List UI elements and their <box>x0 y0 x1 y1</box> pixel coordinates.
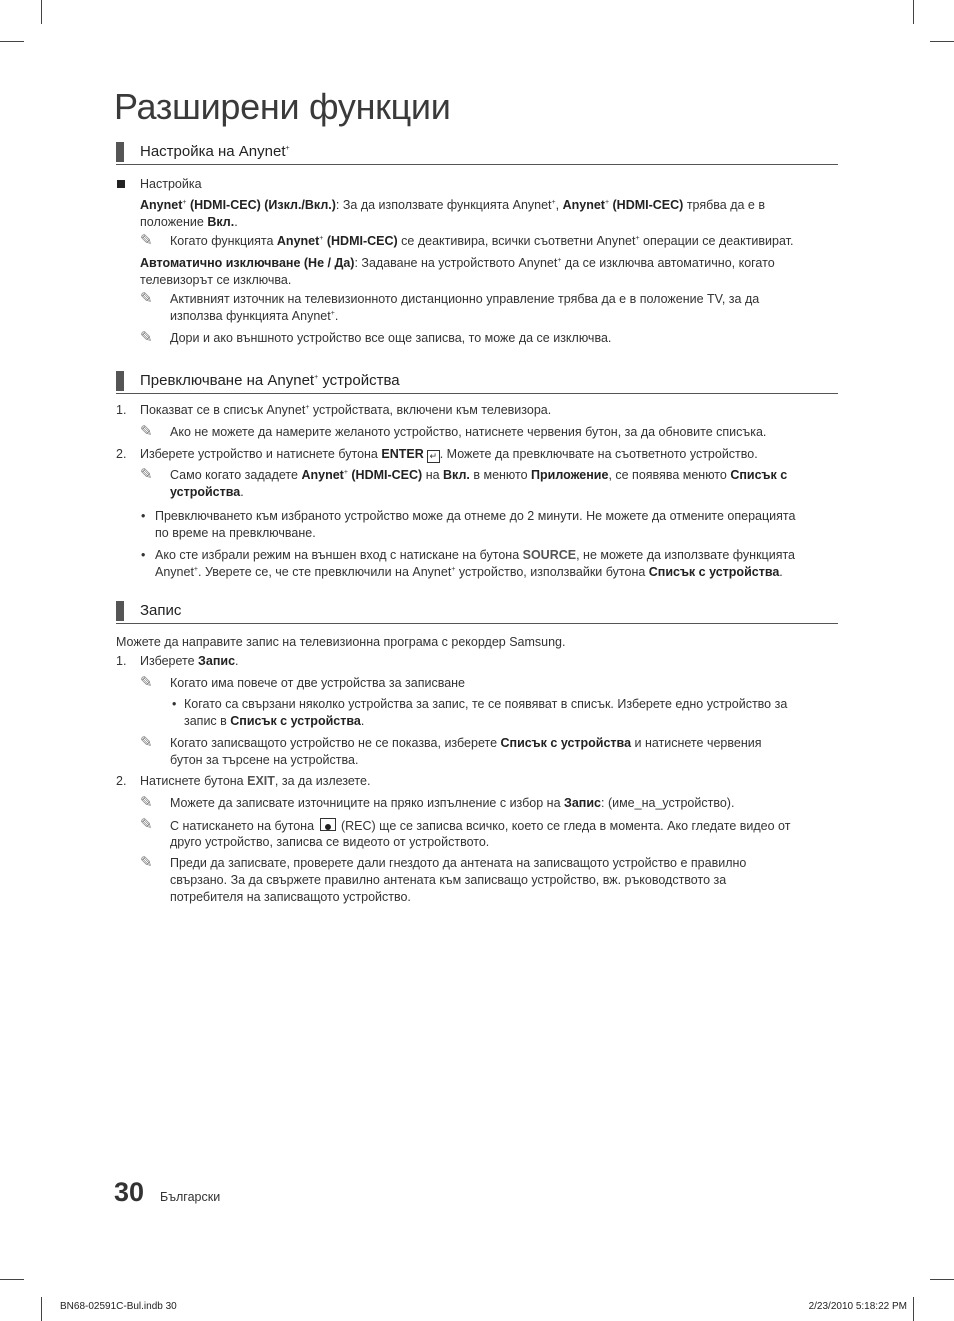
crop-mark <box>41 1297 42 1321</box>
crop-mark <box>0 41 24 42</box>
note-deactivate: Когато функцията Anynet+ (HDMI-CEC) се деактивира, всички съответни Anynet+ операции се деактивират. <box>170 234 794 248</box>
paragraph-auto-off: Автоматично изключване (Не / Да): Задаване на устройството Anynet+ да се изключва автоматично, когато <box>140 256 775 270</box>
pencil-note-icon: ✎ <box>140 232 153 249</box>
paragraph-hdmi-cec: Anynet+ (HDMI-CEC) (Изкл./Вкл.): За да използвате функцията Anynet+, Anynet+ (HDMI-CEC) трябва да е в <box>140 198 765 212</box>
step-number: 1. <box>116 403 127 417</box>
page-title: Разширени функции <box>114 86 451 127</box>
note-rec-button-line2: друго устройство, записва се видеото от устройството. <box>170 835 490 849</box>
note-antenna-line3: потребителя на записващото устройство. <box>170 890 411 904</box>
bullet-dot: • <box>141 509 146 523</box>
record-intro: Можете да направите запис на телевизионна програма с рекордер Samsung. <box>116 635 566 649</box>
enter-icon: ↵ <box>427 450 440 463</box>
step-number: 2. <box>116 447 127 461</box>
bullet-multiple-devices-line2: запис в Списък с устройства. <box>184 714 365 728</box>
sub-item-setup: Настройка <box>140 177 202 191</box>
pencil-note-icon: ✎ <box>140 674 153 691</box>
step-exit: Натиснете бутона EXIT, за да излезете. <box>140 774 371 788</box>
note-device-list-menu: Само когато зададете Anynet+ (HDMI-CEC) на Вкл. в менюто Приложение, се появява менюто Списък с <box>170 468 788 482</box>
step-select-record: Изберете Запис. <box>140 654 239 668</box>
bullet-dot: • <box>141 548 146 562</box>
note-still-recording: Дори и ако външното устройство все още записва, то може да се изключва. <box>170 331 612 345</box>
pencil-note-icon: ✎ <box>140 466 153 483</box>
step-list-devices: Показват се в списък Anynet+ устройствата, включени към телевизора. <box>140 403 552 417</box>
section-heading-anynet-setup: Настройка на Anynet+ <box>116 140 838 165</box>
crop-mark <box>930 41 954 42</box>
pencil-note-icon: ✎ <box>140 423 153 440</box>
pencil-note-icon: ✎ <box>140 734 153 751</box>
square-bullet-icon <box>117 180 125 188</box>
paragraph-auto-off-line2: телевизорът се изключва. <box>140 273 292 287</box>
rec-button-icon <box>320 818 336 831</box>
note-antenna: Преди да записвате, проверете дали гнездото да антената на записващото устройство е правилно <box>170 856 747 870</box>
pencil-note-icon: ✎ <box>140 816 153 833</box>
crop-mark <box>0 1279 24 1280</box>
note-device-not-shown-line2: бутон за търсене на устройства. <box>170 753 359 767</box>
crop-mark <box>913 1297 914 1321</box>
section-heading-record: Запис <box>116 599 838 624</box>
section-bar <box>116 601 124 621</box>
bullet-multiple-devices: Когато са свързани няколко устройства за запис, те се появяват в списък. Изберете едно устройство за <box>184 697 788 711</box>
note-antenna-line2: свързано. За да свържете правилно антената към записващо устройство, вж. ръководството за <box>170 873 727 887</box>
note-device-not-shown: Когато записващото устройство не се показва, изберете Списък с устройства и натиснете червения <box>170 736 762 750</box>
note-rec-button: С натискането на бутона (REC) ще се записва всичко, което се гледа в момента. Ако гледате видео от <box>170 819 791 833</box>
section-heading-switch-devices: Превключване на Anynet+ устройства <box>116 369 838 394</box>
paragraph-hdmi-cec-line2: положение Вкл.. <box>140 215 238 229</box>
step-number: 2. <box>116 774 127 788</box>
crop-mark <box>913 0 914 24</box>
step-number: 1. <box>116 654 127 668</box>
footer-timestamp: 2/23/2010 5:18:22 PM <box>808 1301 907 1312</box>
step-select-device: Изберете устройство и натиснете бутона ENTER ↵ . Можете да превключвате на съответното устройство. <box>140 447 758 461</box>
pencil-note-icon: ✎ <box>140 329 153 346</box>
crop-mark <box>41 0 42 24</box>
pencil-note-icon: ✎ <box>140 290 153 307</box>
section-bar <box>116 371 124 391</box>
footer-filename: BN68-02591C-Bul.indb 30 <box>60 1301 177 1312</box>
section-bar <box>116 142 124 162</box>
note-active-source-line2: използва функцията Anynet+. <box>170 309 339 323</box>
note-live-source: Можете да записвате източниците на пряко изпълнение с избор на Запис: (име_на_устройство). <box>170 796 735 810</box>
page-language: Български <box>160 1190 221 1204</box>
bullet-source-button: Ако сте избрали режим на външен вход с натискане на бутона SOURCE, не можете да използвате функцията <box>155 548 795 562</box>
bullet-dot: • <box>172 697 177 711</box>
crop-mark <box>930 1279 954 1280</box>
page-number: 30 <box>114 1177 145 1207</box>
bullet-source-button-line2: Anynet+. Уверете се, че сте превключили на Anynet+ устройство, използвайки бутона Списък с устройства. <box>155 565 783 579</box>
pencil-note-icon: ✎ <box>140 794 153 811</box>
note-multiple-devices: Когато има повече от две устройства за записване <box>170 676 466 690</box>
pencil-note-icon: ✎ <box>140 854 153 871</box>
note-device-list-menu-line2: устройства. <box>170 485 244 499</box>
note-refresh-list: Ако не можете да намерите желаното устройство, натиснете червения бутон, за да обновите списъка. <box>170 425 767 439</box>
bullet-switch-time: Превключването към избраното устройство може да отнеме до 2 минути. Не можете да отмените операцията <box>155 509 796 523</box>
note-active-source: Активният източник на телевизионното дистанционно управление трябва да е в положение TV, за да <box>170 292 760 306</box>
bullet-switch-time-line2: по време на превключване. <box>155 526 316 540</box>
